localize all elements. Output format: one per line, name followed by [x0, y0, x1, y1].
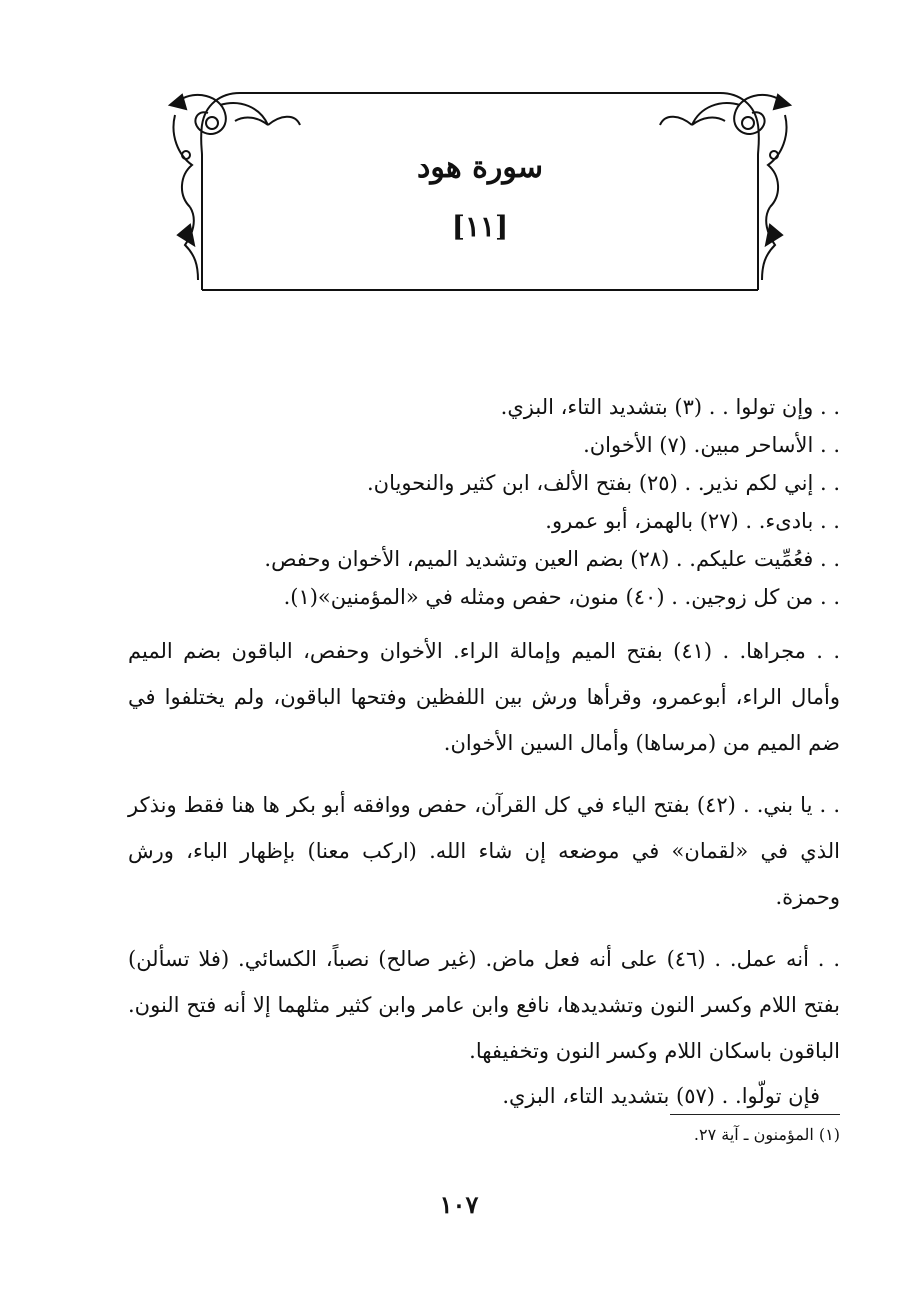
footnote: (١) المؤمنون ـ آية ٢٧. — [693, 1125, 840, 1144]
text-line: . . وإن تولوا . . (٣) بتشديد التاء، البزي. — [500, 395, 840, 419]
text-line: . . من كل زوجين. . (٤٠) منون، حفص ومثله في «المؤمنين»(١). — [283, 585, 840, 609]
paragraph: . . مجراها. . (٤١) بفتح الميم وإمالة الراء. الأخوان وحفص، الباقون بضم الميم وأمال الراء، أبوعمرو، وقرأها ورش بين اللفظين وفتحها الباقون، ولم يختلفوا في ضم الميم من (مرساها) وأمال السين الأخوان. — [128, 639, 840, 755]
surah-title: سورة هود — [417, 150, 543, 185]
text-line: فإن تولّوا. . (٥٧) بتشديد التاء، البزي. — [502, 1084, 820, 1108]
text-line: . . فعُمِّيت عليكم. . (٢٨) بضم العين وتشديد الميم، الأخوان وحفص. — [264, 547, 840, 571]
text-line: . . إني لكم نذير. . (٢٥) بفتح الألف، ابن كثير والنحويان. — [366, 471, 840, 495]
ornamental-frame — [150, 85, 810, 300]
footnote-divider — [670, 1114, 840, 1115]
paragraph: . . أنه عمل. . (٤٦) على أنه فعل ماض. (غير صالح) نصباً، الكسائي. (فلا تسألن) بفتح اللام وكسر النون وتشديدها، نافع وابن عامر وابن كثير مثلهما إلا أنه فتح النون. الباقون باسكان اللام وكسر النون وتخفيفها. — [128, 947, 840, 1063]
frame-ornament-icon — [150, 85, 810, 300]
text-line: . . بادىء. . (٢٧) بالهمز، أبو عمرو. — [545, 509, 840, 533]
main-text — [128, 388, 840, 1118]
page-number: ١٠٧ — [439, 1190, 479, 1219]
paragraph: . . يا بني. . (٤٢) بفتح الياء في كل القرآن، حفص ووافقه أبو بكر ها هنا فقط ونذكر الذي في «لقمان» في موضعه إن شاء الله. (اركب معنا) بإظهار الباء، ورش وحمزة. — [128, 793, 840, 909]
surah-number: [١١] — [451, 210, 509, 243]
text-line: . . الأساحر مبين. (٧) الأخوان. — [583, 433, 840, 457]
